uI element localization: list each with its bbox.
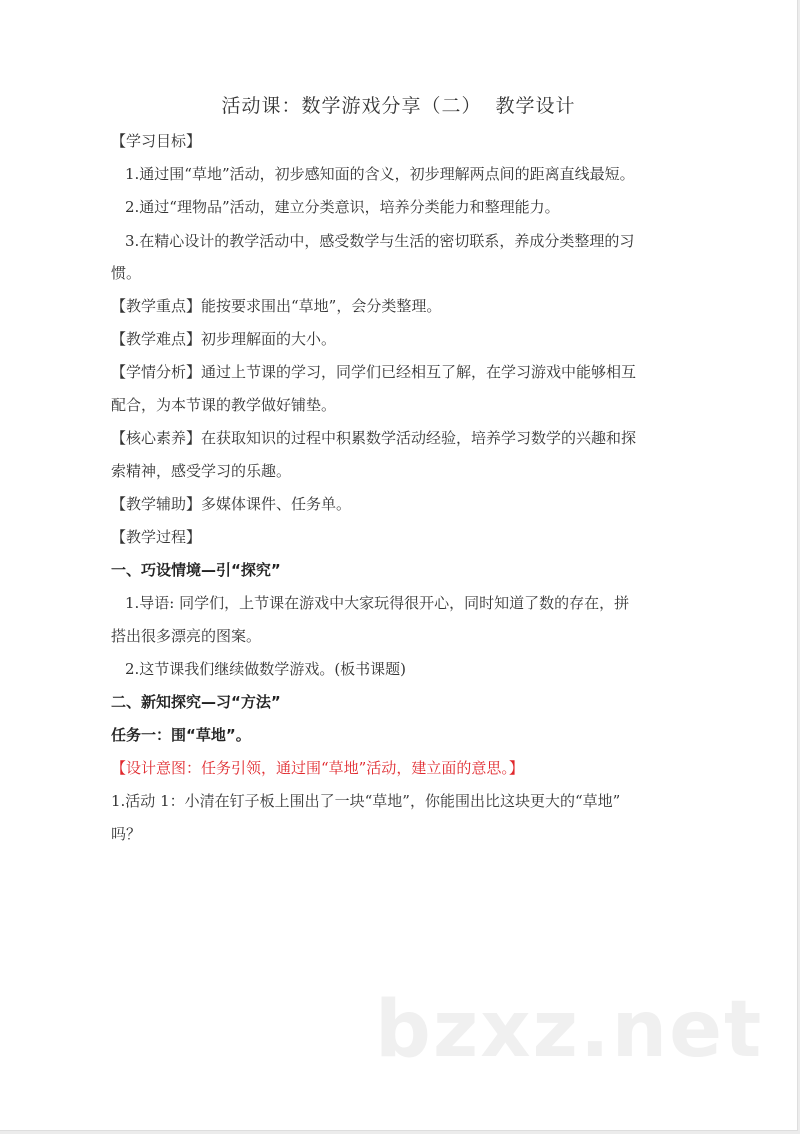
key-point: 【教学重点】能按要求围出“草地”，会分类整理。 <box>111 297 442 315</box>
objectives-header: 【学习目标】 <box>111 132 202 150</box>
document-title: 活动课：数学游戏分享（二） 教学设计 <box>221 95 576 117</box>
difficulty: 【教学难点】初步理解面的大小。 <box>111 330 337 348</box>
analysis-line-2: 配合，为本节课的教学做好铺垫。 <box>111 396 337 414</box>
analysis-line-1: 【学情分析】通过上节课的学习，同学们已经相互了解，在学习游戏中能够相互 <box>111 363 637 381</box>
literacy-line-1: 【核心素养】在获取知识的过程中积累数学活动经验，培养学习数学的兴趣和探 <box>111 429 637 447</box>
part1-item-1-cont: 搭出很多漂亮的图案。 <box>111 627 262 645</box>
objective-item-3-cont: 惯。 <box>111 264 142 282</box>
part1-item-2: 2.这节课我们继续做数学游戏。(板书课题) <box>125 660 407 678</box>
literacy-line-2: 索精神，感受学习的乐趣。 <box>111 462 292 480</box>
watermark: bzxz.net <box>375 985 764 1075</box>
teaching-aids: 【教学辅助】多媒体课件、任务单。 <box>111 495 352 513</box>
activity-1: 1.活动 1：小清在钉子板上围出了一块“草地”，你能围出比这块更大的“草地” <box>111 792 621 810</box>
part2-heading: 二、新知探究—习“方法” <box>111 693 281 711</box>
part1-heading: 一、巧设情境—引“探究” <box>111 561 281 579</box>
objective-item-3: 3.在精心设计的教学活动中，感受数学与生活的密切联系，养成分类整理的习 <box>125 232 635 250</box>
process-header: 【教学过程】 <box>111 528 202 546</box>
design-intent: 【设计意图：任务引领，通过围“草地”活动，建立面的意思。】 <box>111 759 524 777</box>
task1-heading: 任务一：围“草地”。 <box>111 726 251 744</box>
objective-item-2: 2.通过“理物品”活动，建立分类意识，培养分类能力和整理能力。 <box>125 198 560 216</box>
activity-1-cont: 吗？ <box>111 825 142 843</box>
part1-item-1: 1.导语: 同学们，上节课在游戏中大家玩得很开心，同时知道了数的存在，拼 <box>125 594 630 612</box>
objective-item-1: 1.通过围“草地”活动，初步感知面的含义，初步理解两点间的距离直线最短。 <box>125 165 635 183</box>
